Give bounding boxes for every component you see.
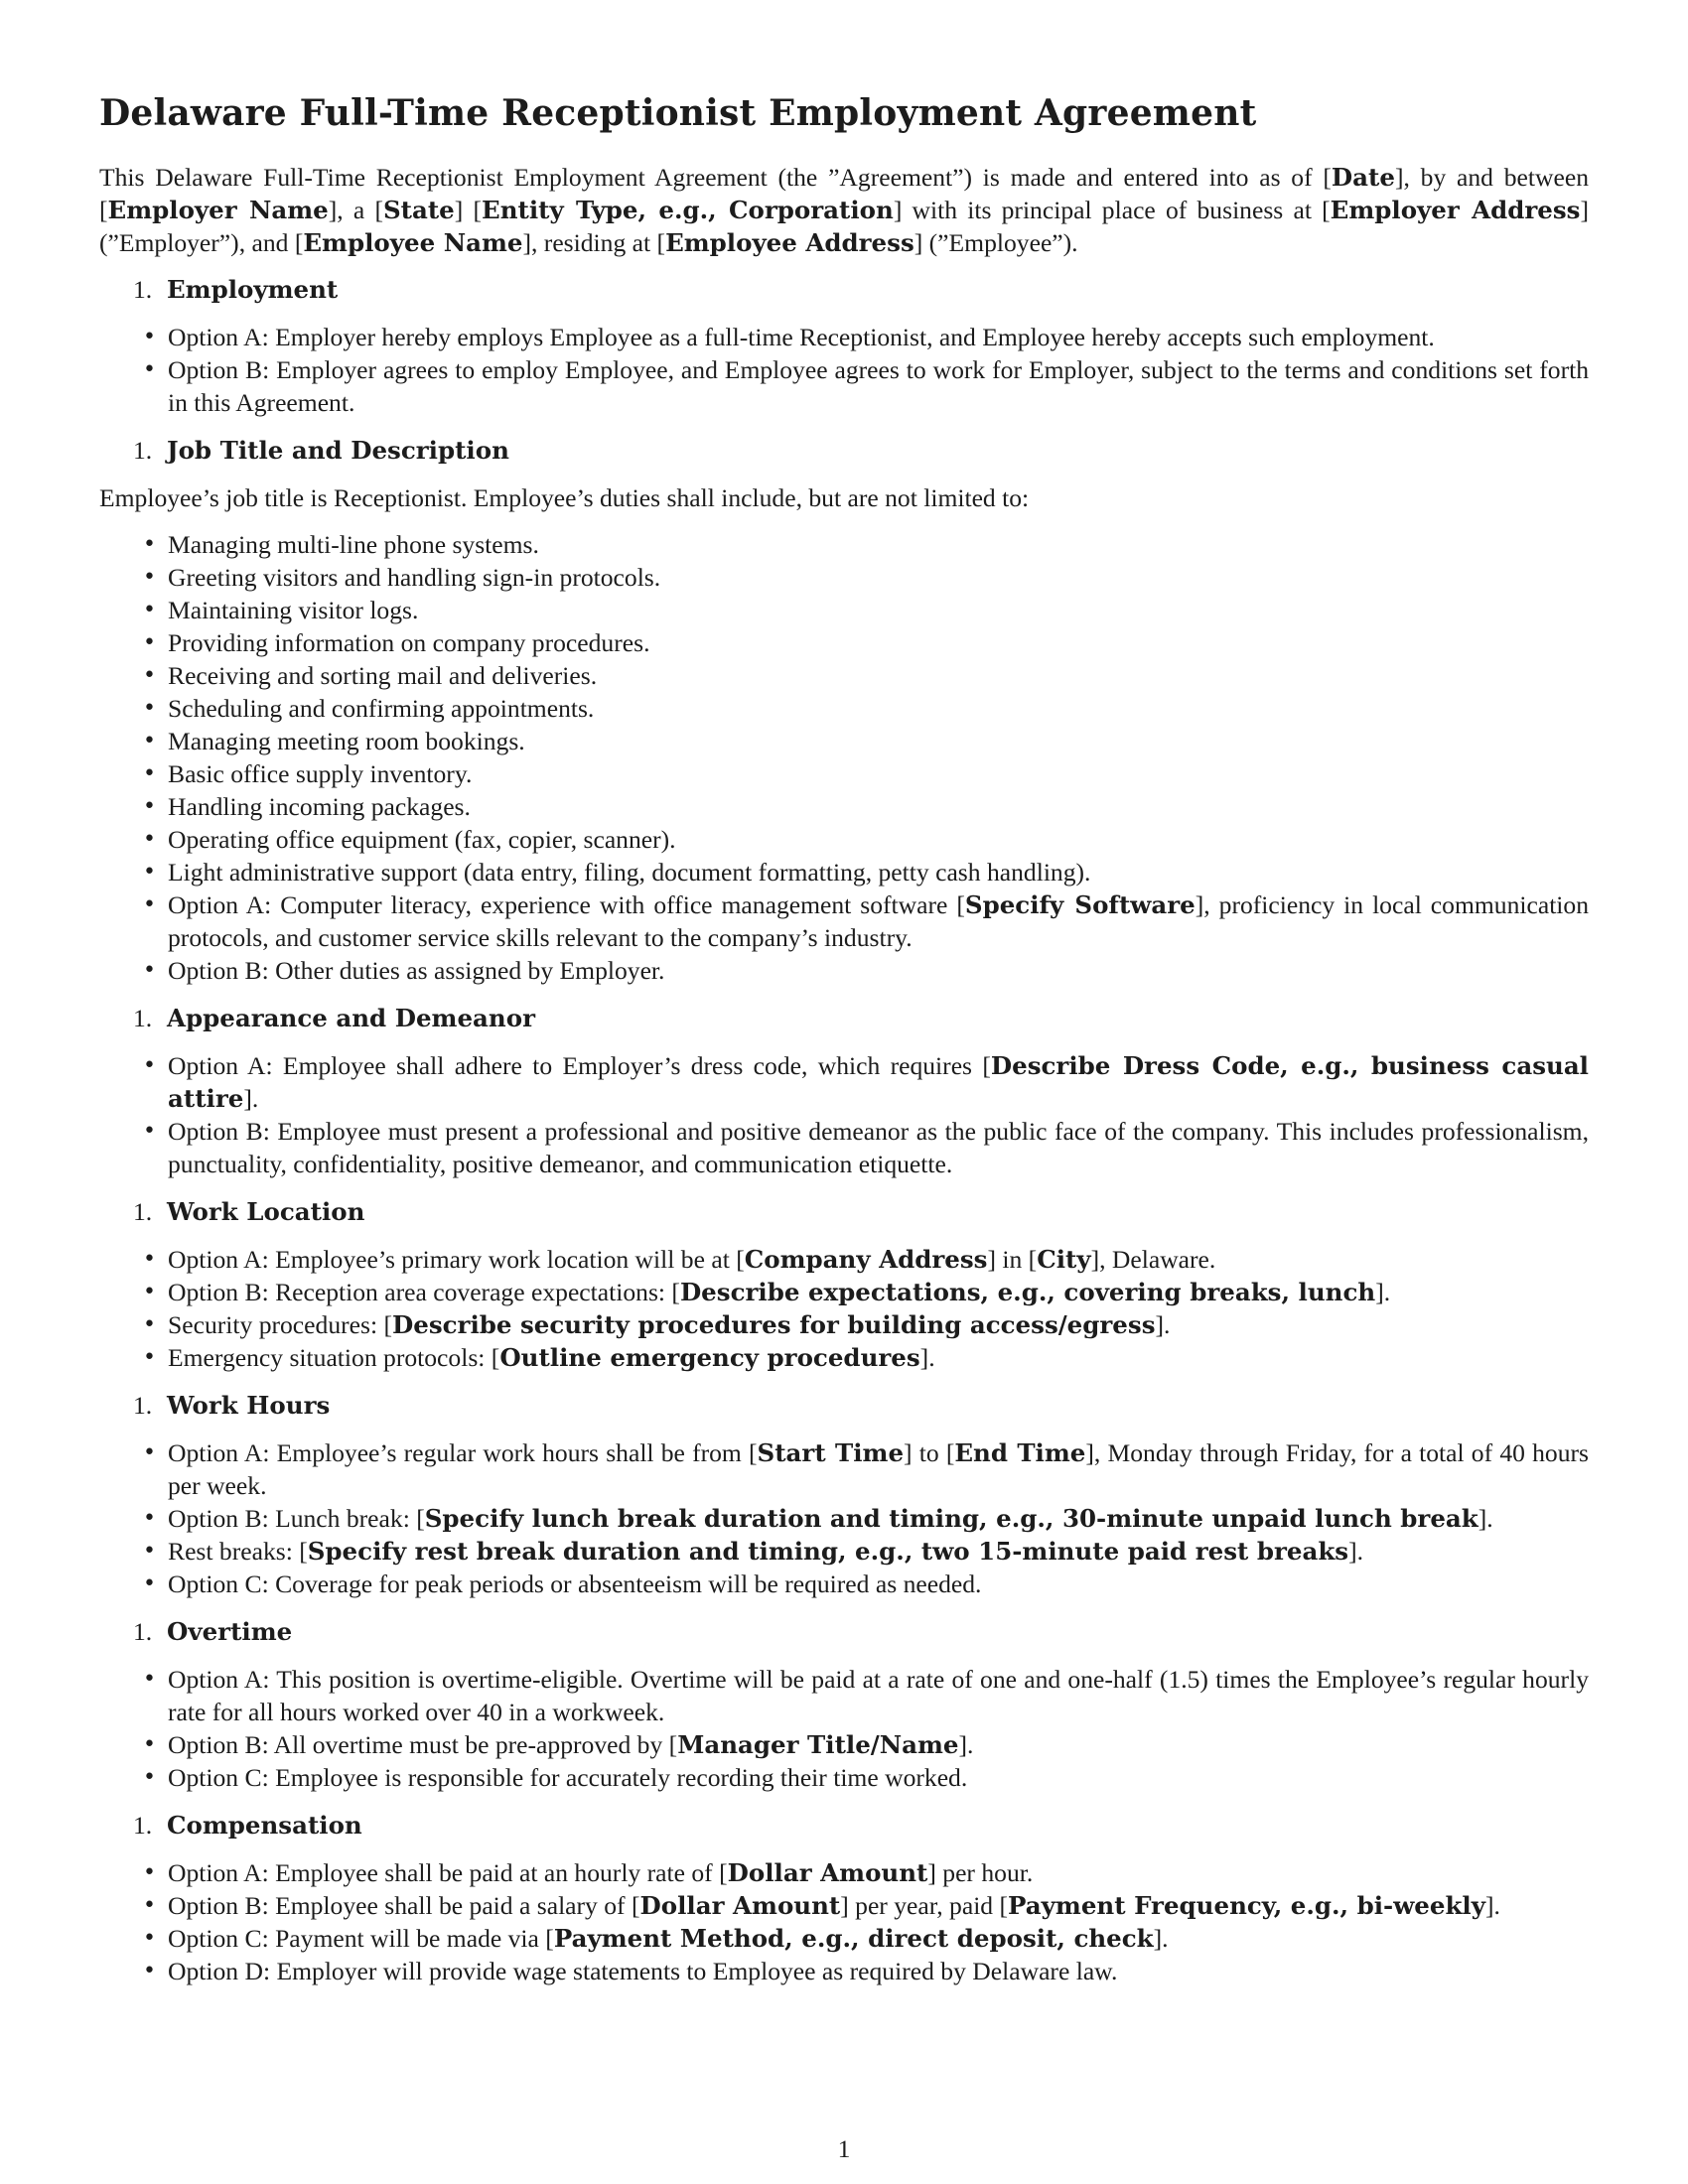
placeholder-lunch-break: Specify lunch break duration and timing, e.g., 30-minute unpaid lunch break [424,1504,1478,1533]
list-item: • Receiving and sorting mail and deliveries. [99,659,1589,692]
placeholder-state: State [382,196,455,224]
list-item: • Basic office supply inventory. [99,757,1589,790]
list-item: • Option B: Reception area coverage expectations: [Describe expectations, e.g., covering breaks, lunch]. [99,1276,1589,1308]
placeholder-employer-name: Employer Name [107,196,329,224]
placeholder-coverage-expectations: Describe expectations, e.g., covering breaks, lunch [679,1278,1376,1306]
list-item: • Managing meeting room bookings. [99,725,1589,757]
intro-paragraph: This Delaware Full-Time Receptionist Employment Agreement (the ”Agreement”) is made and entered into as of [Date], by and between [Employer Name], a [State] [Entity Type, e.g., Corporation] with its principal place of business at [Employer Address] (”Employer”), and [Employee Name], residing at [Employee Address] (”Employee”). [99,163,1590,257]
list-item: • Option A: Employee shall be paid at an hourly rate of [Dollar Amount] per hour. [99,1856,1589,1889]
placeholder-employer-address: Employer Address [1330,196,1581,224]
work-hours-options [99,1436,1589,1600]
list-item: • Handling incoming packages. [99,790,1589,823]
list-item: • Option B: All overtime must be pre-approved by [Manager Title/Name]. [99,1728,1589,1761]
placeholder-city: City [1037,1245,1091,1274]
list-item: • Option D: Employer will provide wage statements to Employee as required by Delaware law. [99,1955,1589,1987]
list-item: • Emergency situation protocols: [Outline emergency procedures]. [99,1341,1589,1374]
list-item: • Option B: Employer agrees to employ Employee, and Employee agrees to work for Employer, subject to the terms and conditions set forth in this Agreement. [99,353,1589,419]
placeholder-hourly-rate: Dollar Amount [727,1858,928,1887]
placeholder-manager: Manager Title/Name [677,1730,959,1759]
section-heading-job-title: 1. Job Title and Description [133,436,509,465]
placeholder-date: Date [1331,163,1395,192]
list-item: • Option A: Employee’s regular work hours shall be from [Start Time] to [End Time], Monday through Friday, for a total of 40 hours per week. [99,1436,1589,1502]
job-intro-paragraph: Employee’s job title is Receptionist. Employee’s duties shall include, but are not limited to: [99,483,1030,512]
work-location-options [99,1243,1589,1374]
list-item: • Option A: Employer hereby employs Employee as a full-time Receptionist, and Employee hereby accepts such employment. [99,321,1589,353]
placeholder-security-procedures: Describe security procedures for building access/egress [392,1310,1156,1339]
list-item: • Option A: Computer literacy, experience with office management software [Specify Software], proficiency in local communication protocols, and customer service skills relevant to the company’s industry. [99,888,1589,954]
list-item: • Option C: Coverage for peak periods or absenteeism will be required as needed. [99,1568,1589,1600]
list-item: • Rest breaks: [Specify rest break duration and timing, e.g., two 15-minute paid rest breaks]. [99,1535,1589,1568]
list-item: • Option B: Employee must present a professional and positive demeanor as the public face of the company. This includes professionalism, punctuality, confidentiality, positive demeanor, and communication etiquette. [99,1115,1589,1180]
list-item: • Option A: Employee shall adhere to Employer’s dress code, which requires [Describe Dress Code, e.g., business casual attire]. [99,1049,1589,1115]
section-heading-overtime: 1. Overtime [133,1617,293,1646]
placeholder-employee-name: Employee Name [303,228,523,257]
list-item: • Greeting visitors and handling sign-in protocols. [99,561,1589,594]
list-item: • Option C: Employee is responsible for accurately recording their time worked. [99,1761,1589,1794]
section-heading-work-location: 1. Work Location [133,1197,365,1226]
section-heading-work-hours: 1. Work Hours [133,1391,331,1420]
list-item: • Operating office equipment (fax, copier, scanner). [99,823,1589,856]
list-item: • Option B: Lunch break: [Specify lunch break duration and timing, e.g., 30-minute unpaid lunch break]. [99,1502,1589,1535]
list-item: • Option B: Other duties as assigned by Employer. [99,954,1589,987]
section-heading-appearance: 1. Appearance and Demeanor [133,1004,535,1032]
list-item: • Security procedures: [Describe security procedures for building access/egress]. [99,1308,1589,1341]
list-item: • Providing information on company procedures. [99,626,1589,659]
list-item: • Light administrative support (data entry, filing, document formatting, petty cash handling). [99,856,1589,888]
placeholder-dress-code: Describe Dress Code, e.g., business casual attire [168,1051,1589,1113]
placeholder-end-time: End Time [954,1438,1086,1467]
placeholder-salary: Dollar Amount [639,1891,841,1920]
list-item: • Option A: Employee’s primary work location will be at [Company Address] in [City], Delaware. [99,1243,1589,1276]
list-item: • Managing multi-line phone systems. [99,528,1589,561]
compensation-options [99,1856,1589,1987]
employment-options [99,321,1589,419]
placeholder-emergency-procedures: Outline emergency procedures [499,1343,920,1372]
list-item: • Option A: This position is overtime-eligible. Overtime will be paid at a rate of one and one-half (1.5) times the Employee’s regular hourly rate for all hours worked over 40 in a workweek. [99,1663,1589,1728]
section-heading-employment: 1. Employment [133,275,339,304]
document-title: Delaware Full-Time Receptionist Employment Agreement [99,92,1257,134]
list-item: • Scheduling and confirming appointments. [99,692,1589,725]
placeholder-software: Specify Software [964,890,1196,919]
section-heading-compensation: 1. Compensation [133,1811,362,1840]
list-item: • Option C: Payment will be made via [Payment Method, e.g., direct deposit, check]. [99,1922,1589,1955]
placeholder-company-address: Company Address [744,1245,988,1274]
placeholder-employee-address: Employee Address [665,228,914,257]
list-item: • Maintaining visitor logs. [99,594,1589,626]
document-page [99,87,1589,2002]
overtime-options [99,1663,1589,1794]
list-item: • Option B: Employee shall be paid a salary of [Dollar Amount] per year, paid [Payment Frequency, e.g., bi-weekly]. [99,1889,1589,1922]
appearance-options [99,1049,1589,1180]
placeholder-start-time: Start Time [757,1438,905,1467]
placeholder-payment-method: Payment Method, e.g., direct deposit, check [553,1924,1154,1953]
job-duties-list [99,528,1589,987]
placeholder-entity-type: Entity Type, e.g., Corporation [482,196,894,224]
placeholder-rest-breaks: Specify rest break duration and timing, e.g., two 15-minute paid rest breaks [307,1537,1349,1566]
placeholder-payment-frequency: Payment Frequency, e.g., bi-weekly [1008,1891,1485,1920]
page-number: 1 [837,2134,851,2163]
